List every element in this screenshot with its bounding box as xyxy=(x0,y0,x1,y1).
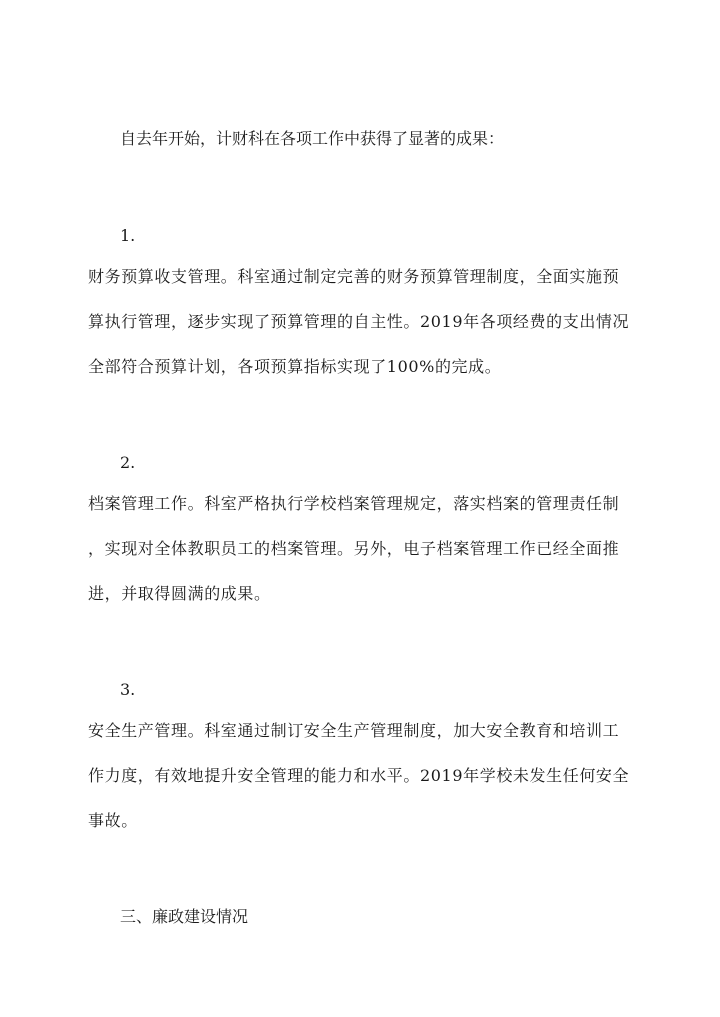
item-3-line-2: 作力度，有效地提升安全管理的能力和水平。2019年学校未发生任何安全 xyxy=(88,766,630,785)
section-heading: 三、廉政建设情况 xyxy=(120,907,249,926)
item-1-line-1: 财务预算收支管理。科室通过制定完善的财务预算管理制度，全面实施预 xyxy=(88,267,620,286)
item-1-line-2: 算执行管理，逐步实现了预算管理的自主性。2019年各项经费的支出情况 xyxy=(88,312,630,331)
item-3-line-3: 事故。 xyxy=(88,811,138,830)
item-1-number: 1. xyxy=(120,226,136,245)
item-2-line-2: ，实现对全体教职员工的档案管理。另外，电子档案管理工作已经全面推 xyxy=(88,539,620,558)
item-3-line-1: 安全生产管理。科室通过制订安全生产管理制度，加大安全教育和培训工 xyxy=(88,721,620,740)
item-2-line-1: 档案管理工作。科室严格执行学校档案管理规定，落实档案的管理责任制 xyxy=(88,494,620,513)
item-2-line-3: 进，并取得圆满的成果。 xyxy=(88,584,271,603)
intro-text: 自去年开始，计财科在各项工作中获得了显著的成果： xyxy=(120,129,505,148)
item-3-number: 3. xyxy=(120,680,136,699)
item-1-line-3: 全部符合预算计划，各项预算指标实现了100%的完成。 xyxy=(88,357,502,376)
item-2-number: 2. xyxy=(120,453,136,472)
